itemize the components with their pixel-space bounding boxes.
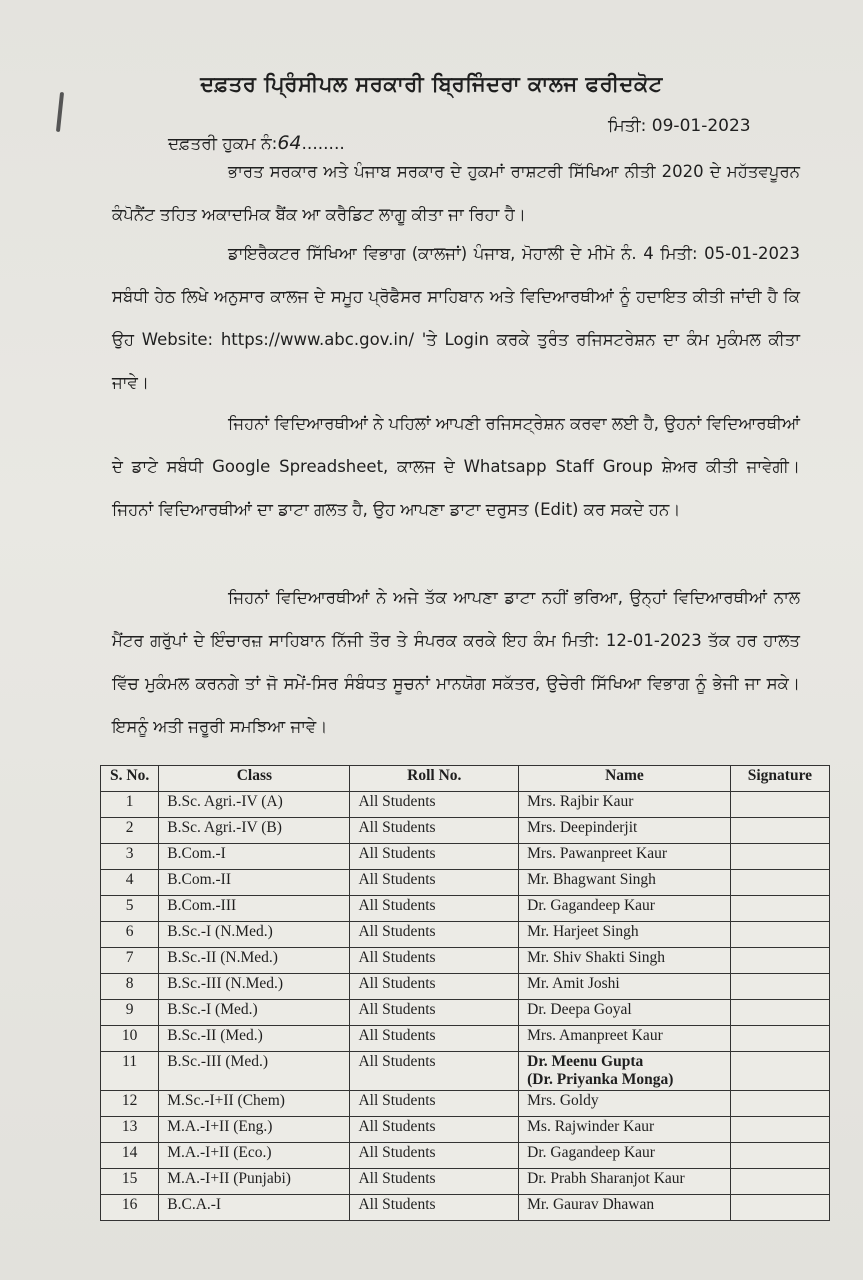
cell-sno: 6 <box>101 922 159 948</box>
cell-name: Dr. Deepa Goyal <box>519 1000 731 1026</box>
cell-roll: All Students <box>350 1143 519 1169</box>
cell-roll: All Students <box>350 870 519 896</box>
table-row <box>101 1000 830 1026</box>
cell-name: Mr. Harjeet Singh <box>519 922 731 948</box>
cell-class: B.Sc.-I (Med.) <box>159 1000 350 1026</box>
cell-sno: 4 <box>101 870 159 896</box>
cell-roll: All Students <box>350 1169 519 1195</box>
cell-signature <box>730 1026 829 1052</box>
cell-sno: 13 <box>101 1117 159 1143</box>
cell-signature <box>730 922 829 948</box>
cell-name: Mr. Amit Joshi <box>519 974 731 1000</box>
paragraph-2-text: ਡਾਇਰੈਕਟਰ ਸਿੱਖਿਆ ਵਿਭਾਗ (ਕਾਲਜਾਂ) ਪੰਜਾਬ, ਮੋਹਾਲੀ ਦੇ ਮੀਮੋ ਨੰ. 4 ਮਿਤੀ: 05-01-2023 ਸਬੰਧੀ ਹੇਠ ਲਿਖੇ ਅਨੁਸਾਰ ਕਾਲਜ ਦੇ ਸਮੂਹ ਪ੍ਰੋਫੈਸਰ ਸਾਹਿਬਾਨ ਅਤੇ ਵਿਦਿਆਰਥੀਆਂ ਨੂੰ ਹਦਾਇਤ ਕੀਤੀ ਜਾਂਦੀ ਹੈ ਕਿ ਉਹ Website: https://www.abc.gov.in/ 'ਤੇ Login ਕਰਕੇ ਤੁਰੰਤ ਰਜਿਸਟਰੇਸ਼ਨ ਦਾ ਕੰਮ ਮੁਕੰਮਲ ਕੀਤਾ ਜਾਵੇ। <box>112 244 800 392</box>
date-label: ਮਿਤੀ: <box>608 116 647 136</box>
cell-roll: All Students <box>350 896 519 922</box>
pen-mark <box>56 92 64 132</box>
cell-roll: All Students <box>350 1052 519 1091</box>
cell-class: B.Sc.-II (N.Med.) <box>159 948 350 974</box>
cell-name: Mrs. Goldy <box>519 1091 731 1117</box>
header-name: Name <box>519 766 731 792</box>
table-header-row <box>101 766 830 792</box>
header-sno: S. No. <box>101 766 159 792</box>
cell-roll: All Students <box>350 1000 519 1026</box>
cell-name: Dr. Prabh Sharanjot Kaur <box>519 1169 731 1195</box>
cell-sno: 14 <box>101 1143 159 1169</box>
cell-signature <box>730 948 829 974</box>
mentor-name: Dr. Meenu Gupta <box>527 1053 644 1070</box>
table-row <box>101 974 830 1000</box>
cell-signature <box>730 844 829 870</box>
table-row <box>101 1169 830 1195</box>
cell-sno: 9 <box>101 1000 159 1026</box>
cell-class: M.A.-I+II (Punjabi) <box>159 1169 350 1195</box>
cell-signature <box>730 1169 829 1195</box>
cell-signature <box>730 1117 829 1143</box>
cell-class: B.Sc. Agri.-IV (B) <box>159 818 350 844</box>
date-value: 09-01-2023 <box>651 116 751 136</box>
header-signature: Signature <box>730 766 829 792</box>
cell-class: B.Com.-II <box>159 870 350 896</box>
cell-sno: 1 <box>101 792 159 818</box>
paragraph-1 <box>112 150 800 236</box>
cell-roll: All Students <box>350 818 519 844</box>
header-class: Class <box>159 766 350 792</box>
cell-roll: All Students <box>350 1091 519 1117</box>
table-row <box>101 870 830 896</box>
cell-sno: 8 <box>101 974 159 1000</box>
cell-roll: All Students <box>350 844 519 870</box>
cell-sno: 5 <box>101 896 159 922</box>
cell-class: B.Com.-III <box>159 896 350 922</box>
table-row <box>101 922 830 948</box>
cell-class: M.A.-I+II (Eng.) <box>159 1117 350 1143</box>
cell-class: M.A.-I+II (Eco.) <box>159 1143 350 1169</box>
cell-sno: 3 <box>101 844 159 870</box>
cell-name: Mrs. Pawanpreet Kaur <box>519 844 731 870</box>
cell-name: Mr. Shiv Shakti Singh <box>519 948 731 974</box>
cell-class: B.Sc.-III (N.Med.) <box>159 974 350 1000</box>
cell-name: Mrs. Rajbir Kaur <box>519 792 731 818</box>
cell-sno: 12 <box>101 1091 159 1117</box>
cell-name: Dr. Gagandeep Kaur <box>519 896 731 922</box>
table-row <box>101 1091 830 1117</box>
cell-class: B.C.A.-I <box>159 1195 350 1221</box>
cell-sno: 16 <box>101 1195 159 1221</box>
table-row <box>101 1143 830 1169</box>
paragraph-2 <box>112 232 800 404</box>
paragraph-4 <box>112 576 800 748</box>
cell-sno: 15 <box>101 1169 159 1195</box>
cell-roll: All Students <box>350 974 519 1000</box>
cell-signature <box>730 1195 829 1221</box>
cell-class: B.Com.-I <box>159 844 350 870</box>
cell-sno: 10 <box>101 1026 159 1052</box>
table-row <box>101 1026 830 1052</box>
cell-class: B.Sc. Agri.-IV (A) <box>159 792 350 818</box>
table-row <box>101 818 830 844</box>
table-body <box>101 792 830 1221</box>
cell-roll: All Students <box>350 792 519 818</box>
cell-roll: All Students <box>350 922 519 948</box>
table-row <box>101 1195 830 1221</box>
mentor-name-secondary: (Dr. Priyanka Monga) <box>527 1071 674 1088</box>
cell-signature <box>730 896 829 922</box>
cell-name: Mr. Bhagwant Singh <box>519 870 731 896</box>
paragraph-4-text: ਜਿਹਨਾਂ ਵਿਦਿਆਰਥੀਆਂ ਨੇ ਅਜੇ ਤੱਕ ਆਪਣਾ ਡਾਟਾ ਨਹੀਂ ਭਰਿਆ, ਉਨ੍ਹਾਂ ਵਿਦਿਆਰਥੀਆਂ ਨਾਲ ਮੈਂਟਰ ਗਰੁੱਪਾਂ ਦੇ ਇੰਚਾਰਜ਼ ਸਾਹਿਬਾਨ ਨਿੱਜੀ ਤੌਰ ਤੇ ਸੰਪਰਕ ਕਰਕੇ ਇਹ ਕੰਮ ਮਿਤੀ: 12-01-2023 ਤੱਕ ਹਰ ਹਾਲਤ ਵਿੱਚ ਮੁਕੰਮਲ ਕਰਨਗੇ ਤਾਂ ਜੋ ਸਮੇਂ-ਸਿਰ ਸੰਬੰਧਤ ਸੂਚਨਾਂ ਮਾਨਯੋਗ ਸਕੱਤਰ, ਉਚੇਰੀ ਸਿੱਖਿਆ ਵਿਭਾਗ ਨੂੰ ਭੇਜੀ ਜਾ ਸਕੇ। ਇਸਨੂੰ ਅਤੀ ਜਰੂਰੀ ਸਮਝਿਆ ਜਾਵੇ। <box>112 588 800 736</box>
order-label: ਦਫ਼ਤਰੀ ਹੁਕਮ ਨੰ: <box>168 134 278 154</box>
office-title: ਦਫ਼ਤਰ ਪ੍ਰਿੰਸੀਪਲ ਸਰਕਾਰੀ ਬ੍ਰਿਜਿੰਦਰਾ ਕਾਲਜ ਫਰੀਦਕੋਟ <box>200 72 663 96</box>
cell-class: B.Sc.-III (Med.) <box>159 1052 350 1091</box>
cell-roll: All Students <box>350 1117 519 1143</box>
cell-roll: All Students <box>350 948 519 974</box>
paragraph-3-text: ਜਿਹਨਾਂ ਵਿਦਿਆਰਥੀਆਂ ਨੇ ਪਹਿਲਾਂ ਆਪਣੀ ਰਜਿਸਟ੍ਰੇਸ਼ਨ ਕਰਵਾ ਲਈ ਹੈ, ਉਹਨਾਂ ਵਿਦਿਆਰਥੀਆਂ ਦੇ ਡਾਟੇ ਸਬੰਧੀ Google Spreadsheet, ਕਾਲਜ ਦੇ Whatsapp Staff Group ਸ਼ੇਅਰ ਕੀਤੀ ਜਾਵੇਗੀ। ਜਿਹਨਾਂ ਵਿਦਿਆਰਥੀਆਂ ਦਾ ਡਾਟਾ ਗਲਤ ਹੈ, ਉਹ ਆਪਣਾ ਡਾਟਾ ਦਰੁਸਤ (Edit) ਕਰ ਸਕਦੇ ਹਨ। <box>112 414 800 519</box>
cell-class: M.Sc.-I+II (Chem) <box>159 1091 350 1117</box>
order-dots: ........ <box>301 134 345 154</box>
cell-class: B.Sc.-I (N.Med.) <box>159 922 350 948</box>
cell-sno: 2 <box>101 818 159 844</box>
cell-signature <box>730 870 829 896</box>
cell-name: Mrs. Deepinderjit <box>519 818 731 844</box>
cell-roll: All Students <box>350 1026 519 1052</box>
order-date <box>608 116 751 136</box>
table-row <box>101 896 830 922</box>
paragraph-3 <box>112 402 800 531</box>
cell-sno: 7 <box>101 948 159 974</box>
cell-name: Mr. Gaurav Dhawan <box>519 1195 731 1221</box>
cell-signature <box>730 1052 829 1091</box>
table-row <box>101 844 830 870</box>
cell-name: Dr. Gagandeep Kaur <box>519 1143 731 1169</box>
paragraph-1-text: ਭਾਰਤ ਸਰਕਾਰ ਅਤੇ ਪੰਜਾਬ ਸਰਕਾਰ ਦੇ ਹੁਕਮਾਂ ਰਾਸ਼ਟਰੀ ਸਿੱਖਿਆ ਨੀਤੀ 2020 ਦੇ ਮਹੱਤਵਪੂਰਨ ਕੰਪੋਨੈਂਟ ਤਹਿਤ ਅਕਾਦਮਿਕ ਬੈਂਕ ਆ ਕਰੈਡਿਟ ਲਾਗੂ ਕੀਤਾ ਜਾ ਰਿਹਾ ਹੈ। <box>112 162 800 224</box>
cell-signature <box>730 1000 829 1026</box>
cell-signature <box>730 792 829 818</box>
order-number: 64 <box>277 132 302 154</box>
mentor-table <box>100 765 830 1221</box>
table-row <box>101 948 830 974</box>
table-row <box>101 1052 830 1091</box>
cell-class: B.Sc.-II (Med.) <box>159 1026 350 1052</box>
table-row <box>101 1117 830 1143</box>
cell-signature <box>730 1143 829 1169</box>
cell-name: Mrs. Amanpreet Kaur <box>519 1026 731 1052</box>
cell-signature <box>730 974 829 1000</box>
cell-signature <box>730 818 829 844</box>
cell-name <box>519 1052 731 1091</box>
cell-sno: 11 <box>101 1052 159 1091</box>
table-row <box>101 792 830 818</box>
cell-signature <box>730 1091 829 1117</box>
cell-roll: All Students <box>350 1195 519 1221</box>
cell-name: Ms. Rajwinder Kaur <box>519 1117 731 1143</box>
header-roll: Roll No. <box>350 766 519 792</box>
